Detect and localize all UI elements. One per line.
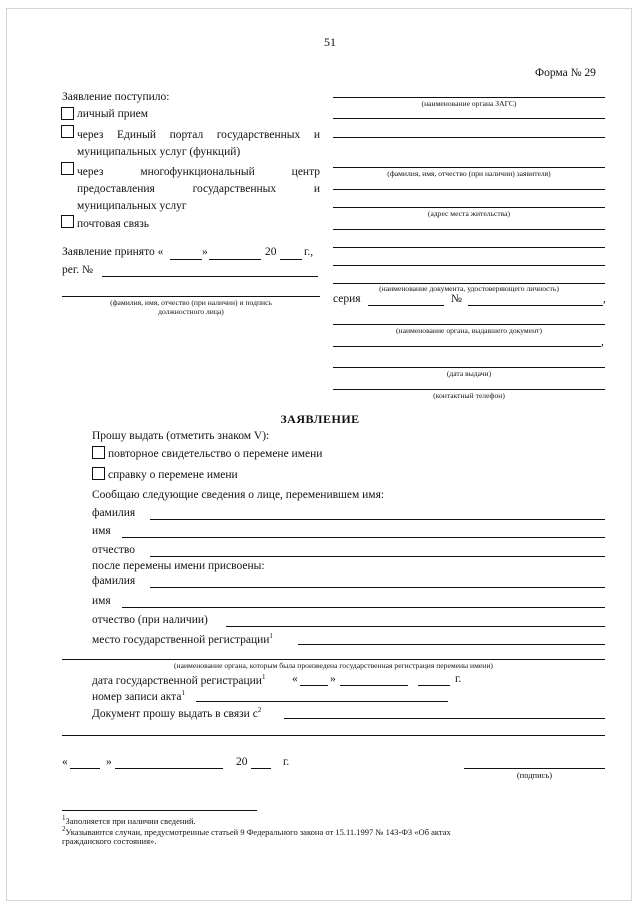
footnote-separator xyxy=(62,810,257,811)
reg-org-caption: (наименование органа, которым была произведена государственная регистрация перемены имени) xyxy=(174,661,493,670)
address-line-4[interactable] xyxy=(333,265,605,266)
issuer-caption: (наименование органа, выдавшего документ) xyxy=(396,326,542,335)
number-line[interactable] xyxy=(468,305,603,306)
issue-date-line[interactable] xyxy=(333,367,605,368)
series-label: серия xyxy=(333,293,361,305)
date-year: 20 xyxy=(236,756,248,768)
zags-caption: (наименование органа ЗАГС) xyxy=(421,99,517,108)
form-number: Форма № 29 xyxy=(535,67,596,79)
signature-caption: (подпись) xyxy=(516,770,553,780)
applicant-name-caption: (фамилия, имя, отчество (при наличии) заявителя) xyxy=(387,169,551,178)
zags-line[interactable] xyxy=(333,97,605,98)
new-name-line[interactable] xyxy=(122,607,605,608)
surname-label: фамилия xyxy=(92,507,136,519)
reg-date-day-line[interactable] xyxy=(300,685,328,686)
form-page: 51 Форма № 29 Заявление поступило: личный прием через Единый портал государственных и муниципальных услуг (функций) через многофункциональный центр предоставления государственных и муниципальных услуг почтовая связь Заявление принято « » 20 г., рег. № (фамилия, имя, отчество (при наличии) и подпись должностного лица) (наименование органа ЗАГС) (фамилия, имя, отчество (при наличии) заявителя) (адрес места жительства) (наименование документа, удостоверяющего личность) серия № , (наименование органа, выдавшего документ) , (дата выдачи) (контактный телефон) ЗАЯВЛЕНИЕ Прошу выдать (отметить знаком V): повторное свидетельство о перемене имени справку о перемене имени Сообщаю следующие сведения о лице, переменившем имя: фамилия имя отчество после перемены имени присвоены: фамилия имя отчество (при наличии) место государственной регистрации$^1$ (наименование органа, которым была произведена государственная регистрация перемены имени) дата государственной регистрации$^1$ « » г. номер записи акта$^1$ Документ прошу выдать в связи $с^2$ « » 20 г. (подпись) $^1$Заполняется при наличии сведений. $^2$Указываются случаи, предусмотренные статьей 9 Федерального закона от 15.11.1997 № 143-ФЗ «Об актах гражданского состояния». xyxy=(0,0,640,905)
patronymic-line[interactable] xyxy=(150,556,605,557)
new-name-label: имя xyxy=(92,595,111,607)
doc-reason-line-2[interactable] xyxy=(62,735,605,736)
applicant-name-line-2[interactable] xyxy=(333,189,605,190)
reg-date-open-quote: « xyxy=(292,673,298,685)
doc-reason-line[interactable] xyxy=(284,718,605,719)
date-day-line[interactable] xyxy=(70,768,100,769)
page-number: 51 xyxy=(324,35,336,49)
date-close-quote: » xyxy=(106,756,112,768)
accepted-prefix: Заявление принято « xyxy=(62,246,164,258)
signature-line[interactable] xyxy=(464,768,605,769)
new-patronymic-label: отчество (при наличии) xyxy=(92,614,208,626)
accepted-year-line[interactable] xyxy=(280,259,302,260)
footnote-2: $^2$Указываются случаи, предусмотренные статьей 9 Федерального закона от 15.11.1997 № 143-ФЗ «Об актах xyxy=(62,825,451,837)
issuer-line[interactable] xyxy=(333,324,605,325)
repeat-certificate-checkbox[interactable] xyxy=(92,446,105,459)
application-title: ЗАЯВЛЕНИЕ xyxy=(280,412,360,426)
record-no-line[interactable] xyxy=(196,701,448,702)
address-line[interactable] xyxy=(333,207,605,208)
doc-reason-label: Документ прошу выдать в связи $с^2$ xyxy=(92,706,262,720)
applicant-name-line[interactable] xyxy=(333,167,605,168)
reg-place-line[interactable] xyxy=(298,644,605,645)
accepted-month-line[interactable] xyxy=(209,259,261,260)
date-month-line[interactable] xyxy=(115,768,223,769)
receipt-mfc-label: через многофункциональный центр предоставления государственных и муниципальных услуг xyxy=(77,166,320,212)
date-suffix: г. xyxy=(283,756,290,768)
reg-date-label: дата государственной регистрации$^1$ xyxy=(92,673,266,687)
new-surname-line[interactable] xyxy=(150,587,605,588)
footnote-1: $^1$Заполняется при наличии сведений. xyxy=(62,814,196,826)
receipt-personal-checkbox[interactable] xyxy=(61,107,74,120)
phone-line[interactable] xyxy=(333,389,605,390)
address-line-3[interactable] xyxy=(333,247,605,248)
zags-line-2[interactable] xyxy=(333,118,605,119)
issue-date-caption: (дата выдачи) xyxy=(446,369,492,378)
surname-line[interactable] xyxy=(150,519,605,520)
receipt-mail-checkbox[interactable] xyxy=(61,215,74,228)
reg-date-month-line[interactable] xyxy=(340,685,408,686)
footnote-2-cont: гражданского состояния». xyxy=(62,836,157,846)
receipt-mfc-checkbox[interactable] xyxy=(61,162,74,175)
name-line[interactable] xyxy=(122,537,605,538)
reg-date-year-line[interactable] xyxy=(418,685,450,686)
address-line-2[interactable] xyxy=(333,229,605,230)
receipt-mail-label: почтовая связь xyxy=(77,218,150,230)
patronymic-label: отчество xyxy=(92,544,136,556)
receipt-portal-checkbox[interactable] xyxy=(61,125,74,138)
reg-date-suffix: г. xyxy=(455,673,462,685)
reg-no-label: рег. № xyxy=(62,264,93,276)
id-doc-caption: (наименование документа, удостоверяющего личность) xyxy=(379,284,559,293)
series-line[interactable] xyxy=(368,305,444,306)
repeat-certificate-label: повторное свидетельство о перемене имени xyxy=(108,448,323,460)
address-caption: (адрес места жительства) xyxy=(427,209,511,218)
record-no-label: номер записи акта$^1$ xyxy=(92,689,185,703)
date-open-quote: « xyxy=(62,756,68,768)
phone-caption: (контактный телефон) xyxy=(433,391,505,400)
name-change-reference-checkbox[interactable] xyxy=(92,467,105,480)
official-caption: (фамилия, имя, отчество (при наличии) и подпись xyxy=(110,298,272,307)
official-caption-2: должностного лица) xyxy=(158,307,224,316)
accepted-suffix: г., xyxy=(304,246,314,258)
accepted-year: 20 xyxy=(265,246,277,258)
receipt-title: Заявление поступило: xyxy=(62,91,170,103)
number-label: № xyxy=(451,293,462,305)
info-intro: Сообщаю следующие сведения о лице, переменившем имя: xyxy=(92,489,385,501)
name-change-reference-label: справку о перемене имени xyxy=(108,469,238,481)
receipt-personal-label: личный прием xyxy=(77,108,149,120)
reg-place-label: место государственной регистрации$^1$ xyxy=(92,632,273,646)
receipt-portal-label: через Единый портал государственных и муниципальных услуг (функций) xyxy=(77,129,320,158)
accepted-day-line[interactable] xyxy=(170,259,202,260)
zags-line-3[interactable] xyxy=(333,137,605,138)
issuer-line-2[interactable] xyxy=(333,346,601,347)
new-patronymic-line[interactable] xyxy=(226,626,605,627)
reg-date-close-quote: » xyxy=(330,673,336,685)
new-surname-label: фамилия xyxy=(92,575,136,587)
reg-org-line[interactable] xyxy=(62,659,605,660)
name-label: имя xyxy=(92,525,111,537)
official-line[interactable] xyxy=(62,296,320,297)
accepted-quote: » xyxy=(202,246,208,258)
request-text: Прошу выдать (отметить знаком V): xyxy=(92,430,270,442)
reg-no-line[interactable] xyxy=(102,276,318,277)
date-year-line[interactable] xyxy=(251,768,271,769)
after-change-label: после перемены имени присвоены: xyxy=(92,560,265,572)
